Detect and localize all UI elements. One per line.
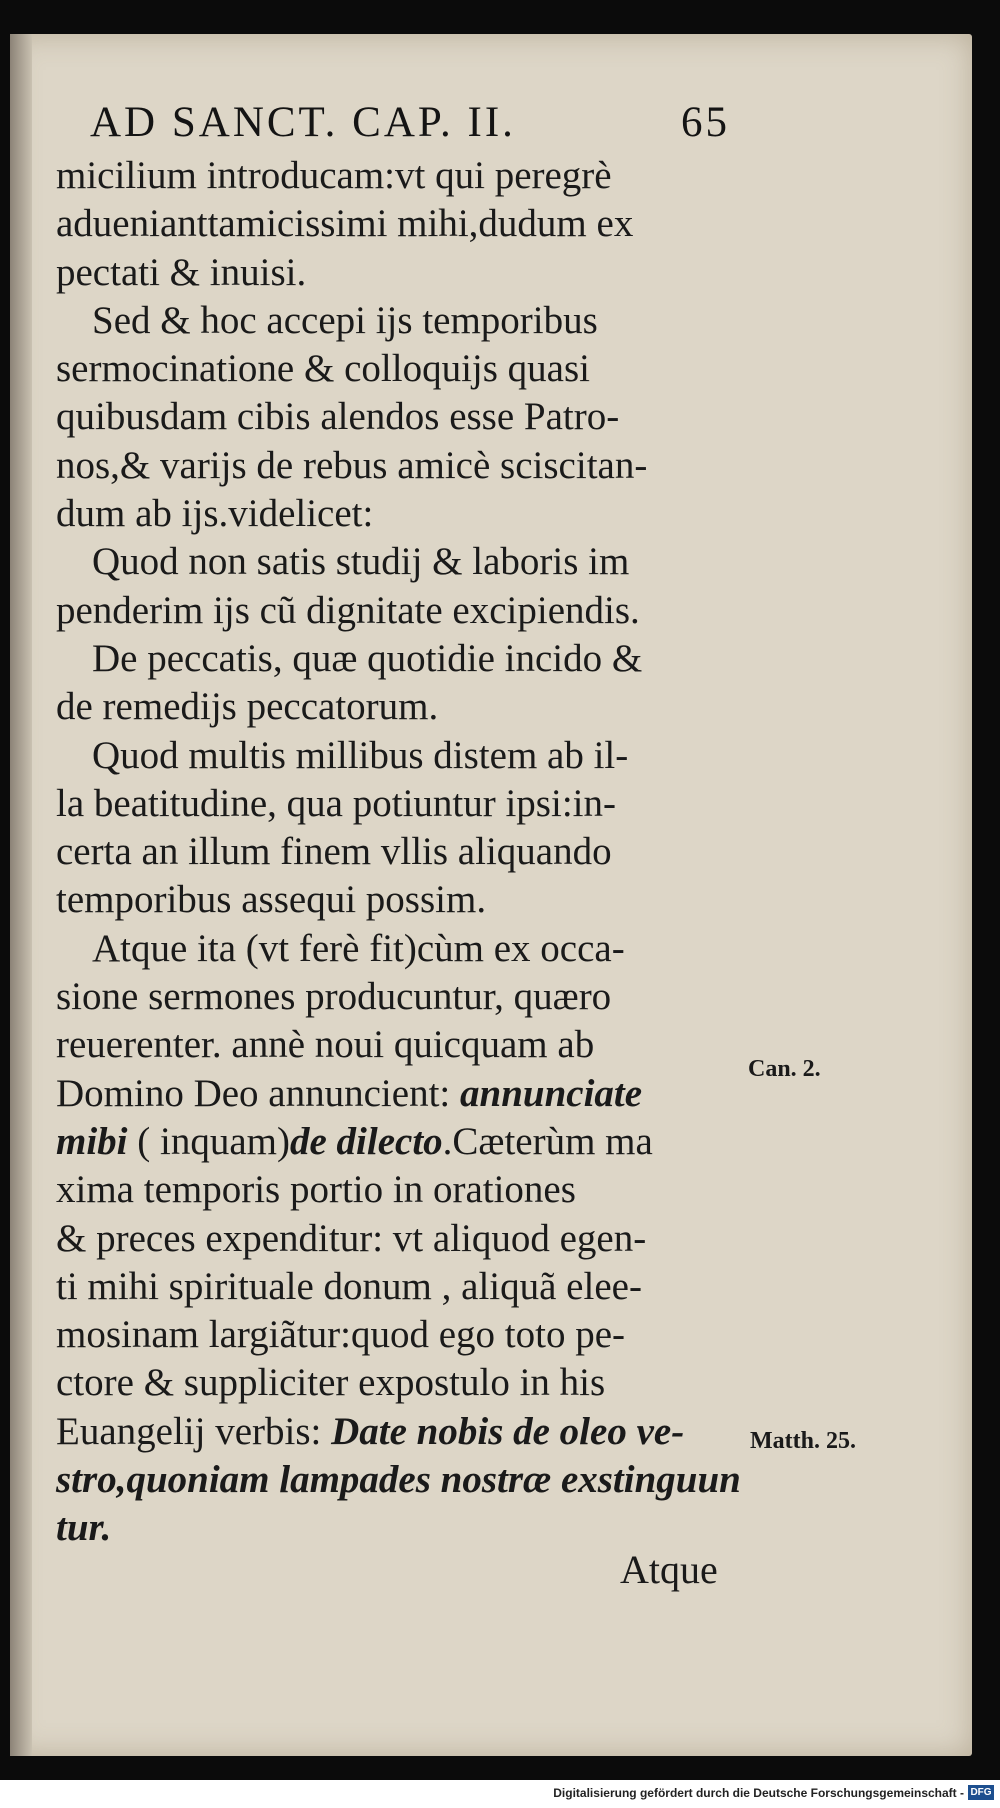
text-line: aduenianttamicissimi mihi,dudum ex (56, 202, 634, 246)
text-line: temporibus assequi possim. (56, 878, 487, 922)
running-title: AD SANCT. CAP. II. (90, 99, 516, 146)
text-line: mibi ( inquam)de dilecto.Cæterùm ma (56, 1119, 653, 1163)
text-line: la beatitudine, qua potiuntur ipsi:in- (56, 781, 616, 825)
text-line: dum ab ijs.videlicet: (56, 492, 374, 536)
italic-phrase: annunciate (460, 1071, 643, 1115)
page-number: 65 (681, 99, 730, 146)
margin-note-matthew: Matth. 25. (750, 1428, 856, 1454)
text-line: penderim ijs cũ dignitate excipiendis. (56, 588, 640, 632)
text-line: pectati & inuisi. (56, 250, 307, 294)
text-line: sermocinatione & colloquijs quasi (56, 347, 590, 391)
text-line: Sed & hoc accepi ijs temporibus (92, 298, 598, 342)
italic-phrase: de dilecto (289, 1119, 443, 1163)
text-line: & preces expenditur: vt aliquod egen- (56, 1216, 647, 1260)
italic-phrase: Date nobis de oleo ve- (331, 1409, 685, 1453)
dfg-logo: DFG (968, 1785, 994, 1800)
text-line: De peccatis, quæ quotidie incido & (92, 636, 643, 680)
text-line: Domino Deo annuncient: annunciate (56, 1071, 643, 1115)
text-line: sione sermones producuntur, quæro (56, 975, 612, 1019)
text-line: ti mihi spirituale donum , aliquã elee- (56, 1264, 642, 1308)
text-line: Quod non satis studij & laboris im (92, 540, 630, 584)
page-header (90, 88, 730, 160)
catchword: Atque (620, 1547, 718, 1592)
text-line: de remedijs peccatorum. (56, 685, 439, 729)
text-line: mosinam largiãtur:quod ego toto pe- (56, 1313, 626, 1357)
plain-lines (56, 152, 736, 1070)
text-line: Atque ita (vt ferè fit)cùm ex occa- (92, 926, 625, 970)
text-line: micilium introducam:vt qui peregrè (56, 154, 612, 197)
footer-bar (0, 1780, 1000, 1808)
text-line: nos,& varijs de rebus amicè sciscitan- (56, 443, 648, 487)
page-gutter (10, 34, 32, 1756)
margin-note-canticle: Can. 2. (748, 1056, 821, 1082)
text-line: ctore & suppliciter expostulo in his (56, 1361, 606, 1405)
footer-credit: Digitalisierung gefördert durch die Deutsche Forschungsgemeinschaft - (553, 1786, 964, 1800)
text-line: certa an illum finem vllis aliquando (56, 830, 612, 874)
text-line: xima temporis portio in orationes (56, 1168, 576, 1212)
text-line: quibusdam cibis alendos esse Patro- (56, 395, 620, 439)
text-line: tur. (56, 1506, 112, 1550)
italic-phrase: mibi (56, 1119, 128, 1163)
text-line: reuerenter. annè noui quicquam ab (56, 1023, 595, 1067)
body-text (56, 152, 741, 1553)
text-line: stro,quoniam lampades nostræ exstinguun (56, 1458, 741, 1502)
text-line: Euangelij verbis: Date nobis de oleo ve- (56, 1409, 685, 1453)
text-line: Quod multis millibus distem ab il- (92, 733, 629, 777)
